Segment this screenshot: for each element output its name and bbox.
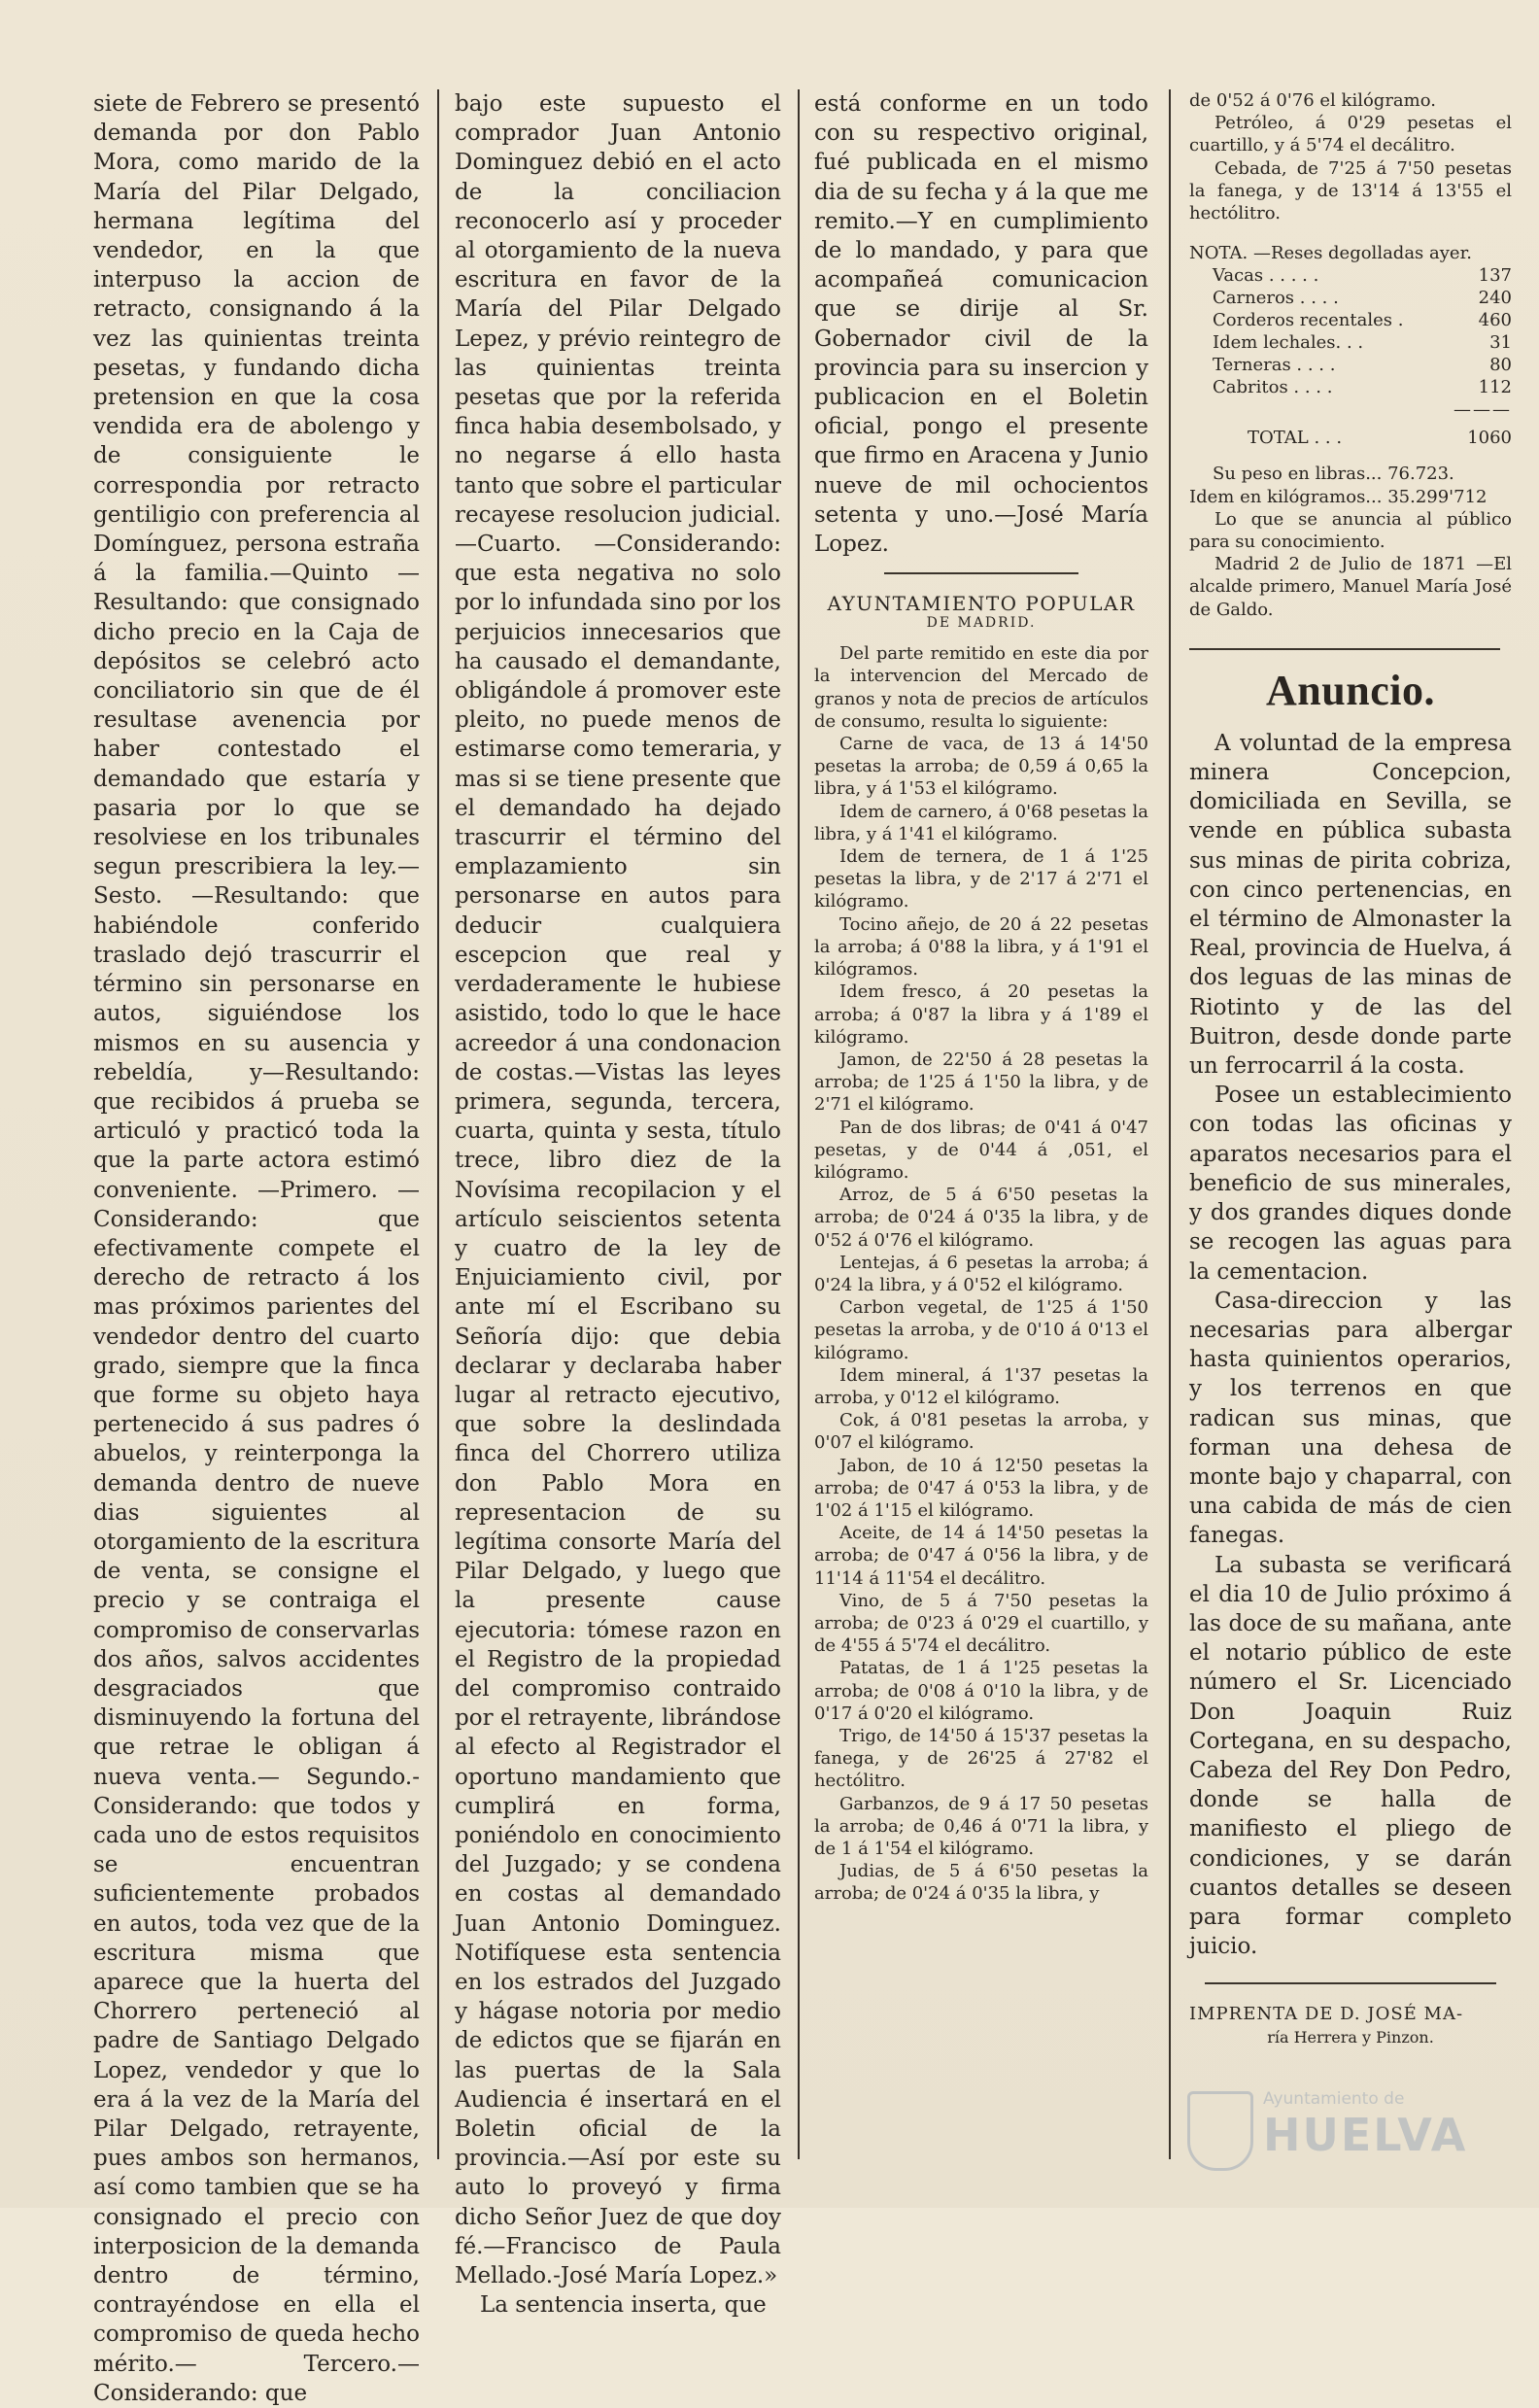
table-row: Carneros . . . . 240 (1213, 288, 1512, 309)
anuncio-body (1189, 729, 1512, 1962)
madrid-anuncia: Lo que se anuncia al público para su conocimiento. (1189, 508, 1512, 553)
price-list-continued (1189, 89, 1512, 224)
peso-libras: Su peso en libras... 76.723. (1213, 464, 1454, 485)
price-item: Garbanzos, de 9 á 17 50 pesetas la arroba; de 0,46 á 0'71 la libra, y de 1 á 1'54 el kilógramo. (814, 1793, 1148, 1860)
ayuntamiento-subtitle: DE MADRID. (926, 615, 1037, 632)
watermark (1263, 2089, 1506, 2161)
price-item: Jamon, de 22'50 á 28 pesetas la arroba; de 1'25 á 1'50 la libra, y de 2'71 el kilógramo. (814, 1049, 1148, 1116)
price-item: Jabon, de 10 á 12'50 pesetas la arroba; de 0'47 á 0'53 la libra, y de 1'02 á 1'15 el kilógramo. (814, 1455, 1148, 1521)
price-item: Vino, de 5 á 7'50 pesetas la arroba; de 0'23 á 0'29 el cuartillo, y de 4'55 á 5'74 el decálitro. (814, 1590, 1148, 1657)
ayuntamiento-title: AYUNTAMIENTO POPULAR (827, 592, 1136, 616)
price-item: Cebada, de 7'25 á 7'50 pesetas la fanega, y de 13'14 á 13'55 el hectólitro. (1189, 157, 1512, 224)
peso-kg: Idem en kilógramos... 35.299'712 (1189, 486, 1488, 507)
table-row: Corderos recentales . 460 (1213, 310, 1512, 331)
anuncio-title: Anuncio. (1266, 666, 1435, 714)
col2-last-line: La sentencia inserta, que (480, 2292, 767, 2319)
price-item: Petróleo, á 0'29 pesetas el cuartillo, y á 5'74 el decálitro. (1189, 113, 1512, 156)
watermark-seal-icon (1187, 2091, 1253, 2171)
nota-title: NOTA. —Reses degolladas ayer. (1189, 243, 1472, 264)
price-item: Patatas, de 1 á 1'25 pesetas la arroba; de 0'08 á 0'10 la libra, y de 0'17 á 0'20 el kilógramo. (814, 1658, 1148, 1724)
section-rule (884, 572, 1078, 574)
column-divider-3 (1169, 89, 1171, 2159)
price-item: Lentejas, á 6 pesetas la arroba; á 0'24 la libra, y á 0'52 el kilógramo. (814, 1252, 1148, 1295)
price-item: Pan de dos libras; de 0'41 á 0'47 pesetas, y de 0'44 á ,051, el kilógramo. (814, 1117, 1148, 1183)
table-row: ——— (1454, 399, 1512, 421)
price-item: Carne de vaca, de 13 á 14'50 pesetas la arroba; de 0,59 á 0,65 la libra, y á 1'53 el kilógramo. (814, 734, 1148, 800)
col1-text: siete de Febrero se presentó demanda por don Pablo Mora, como marido de la María del Pilar Delgado, hermana legítima del vendedor, en la que interpuso la accion de retracto, consignando á la vez las quinientas treinta pesetas, y fundando dicha pretension en que la cosa vendida era de abolengo y de consiguiente le correspondia por retracto gentiligio con preferencia al Domínguez, persona estraña á la familia.—Quinto —Resultando: que consignado dicho precio en la Caja de depósitos se celebró acto conciliatorio sin que de él resultase avenencia por haber contestado el demandado que estaría y pasaria por lo que se resolviese en los tribunales segun prescribiera la ley.—Sesto. —Resultando: que habiéndole conferido traslado dejó trascurrir el término sin personarse en autos, siguiéndose los mismos en su ausencia y rebeldía, y—Resultando: que recibidos á prueba se articuló y practicó toda la que la parte actora estimó conveniente. —Primero. —Considerando: que efectivamente compete el derecho de retracto á los mas próximos parientes del vendedor dentro del cuarto grado, siempre que la finca que forme su objeto haya pertenecido á sus padres ó abuelos, y reinterponga la demanda dentro de nueve dias siguientes al otorgamiento de la escritura de venta, se consigne el precio y se contraiga el compromiso de conservarlas dos años, salvos accidentes desgraciados que disminuyendo la fortuna del que retrae le obligan á nueva venta.— Segundo.-Considerando: que todos y cada uno de estos requisitos se encuentran suficientemente probados en autos, toda vez que de la escritura misma que aparece que la huerta del Chorrero perteneció al padre de Santiago Delgado Lopez, vendedor y que lo era á la vez de la María del Pilar Delgado, retrayente, pues ambos son hermanos, así como tambien que se ha consignado el precio con interposicion de la demanda dentro de término, contrayéndose en ella el compromiso de queda hecho mérito.— Tercero.—Considerando: que (93, 91, 420, 2406)
anuncio-paragraph: Casa-direccion y las necesarias para albergar hasta quinientos operarios, y los terrenos en que radican sus minas, que forman una dehesa de monte bajo y chaparral, con una cabida de más de cien fanegas. (1189, 1288, 1512, 1549)
nota-block (1189, 242, 1512, 621)
price-item: Tocino añejo, de 20 á 22 pesetas la arroba; á 0'88 la libra, y á 1'91 el kilógramos. (814, 913, 1148, 980)
madrid-firma: Madrid 2 de Julio de 1871 —El alcalde primero, Manuel María José de Galdo. (1189, 554, 1512, 620)
price-item: de 0'52 á 0'76 el kilógramo. (1189, 90, 1436, 111)
imprenta-line-2: ría Herrera y Pinzon. (1267, 2028, 1434, 2047)
section-rule (1205, 1982, 1496, 1984)
price-item: Aceite, de 14 á 14'50 pesetas la arroba; de 0'47 á 0'56 la libra, y de 11'14 á 11'54 el decálitro. (814, 1523, 1148, 1589)
column-3 (814, 89, 1148, 1906)
anuncio-paragraph: Posee un establecimiento con todas las oficinas y aparatos necesarios para el beneficio de sus minerales, y dos grandes diques donde se recogen las aguas para la cementacion. (1189, 1083, 1512, 1285)
nota-table (1189, 264, 1512, 449)
table-row: Cabritos . . . . 112 (1213, 377, 1512, 398)
column-1 (93, 89, 420, 2408)
imprenta-line-1: IMPRENTA DE D. JOSÉ MA- (1189, 2004, 1464, 2025)
table-row: Terneras . . . . 80 (1213, 355, 1512, 376)
col2-text: bajo este supuesto el comprador Juan Antonio Dominguez debió en el acto de la conciliacion reconocerlo así y proceder al otorgamiento de la nueva escritura en favor de la María del Pilar Delgado Lepez, y prévio reintegro de las quinientas treinta pesetas que por la referida finca habia desembolsado, y no negarse á ello hasta tanto que sobre el particular recayese resolucion judicial.—Cuarto. —Considerando: que esta negativa no solo por lo infundada sino por los perjuicios innecesarios que ha causado el demandante, obligándole á promover este pleito, no puede menos de estimarse como temeraria, y mas si se tiene presente que el demandado ha dejado trascurrir el término del emplazamiento sin personarse en autos para deducir cualquiera escepcion que real y verdaderamente le hubiese asistido, todo lo que le hace acreedor á una condonacion de costas.—Vistas las leyes primera, segunda, tercera, cuarta, quinta y sesta, título trece, libro diez de la Novísima recopilacion y el artículo seiscientos setenta y cuatro de la ley de Enjuiciamiento civil, por ante mí el Escribano su Señoría dijo: que debia declarar y declaraba haber lugar al retracto ejecutivo, que sobre la deslindada finca del Chorrero utiliza don Pablo Mora en representacion de su legítima consorte María del Pilar Delgado, y luego que la presente cause ejecutoria: tómese razon en el Registro de la propiedad del compromiso contraido por el retrayente, librándose al efecto al Registrador el oportuno mandamiento que cumplirá en forma, poniéndolo en conocimiento del Juzgado; y se condena en costas al demandado Juan Antonio Dominguez. Notifíquese esta sentencia en los estrados del Juzgado y hágase notoria por medio de edictos que se fijarán en las puertas de la Sala Audiencia é insertará en el Boletin oficial de la provincia.—Así por este su auto lo proveyó y firma dicho Señor Juez de que doy fé.—Francisco de Paula Mellado.-José María Lopez.» (455, 91, 781, 2289)
price-item: Idem fresco, á 20 pesetas la arroba; á 0'87 la libra y á 1'89 el kilógramo. (814, 981, 1148, 1048)
column-2 (455, 89, 781, 2320)
price-item: Del parte remitido en este dia por la intervencion del Mercado de granos y nota de precios de artículos de consumo, resulta lo siguiente: (814, 643, 1148, 732)
price-item: Judias, de 5 á 6'50 pesetas la arroba; de 0'24 á 0'35 la libra, y (814, 1861, 1148, 1905)
watermark-line-2: HUELVA (1263, 2109, 1468, 2161)
anuncio-paragraph: A voluntad de la empresa minera Concepcion, domiciliada en Sevilla, se vende en pública subasta sus minas de pirita cobriza, con cinco pertenencias, en el término de Almonaster la Real, provincia de Huelva, á dos leguas de las minas de Riotinto y de las del Buitron, desde donde parte un ferrocarril á la costa. (1189, 730, 1512, 1080)
section-rule (1189, 648, 1500, 650)
price-item: Idem mineral, á 1'37 pesetas la arroba, y 0'12 el kilógramo. (814, 1364, 1148, 1408)
table-row: Vacas . . . . . 137 (1213, 265, 1512, 287)
watermark-line-1: Ayuntamiento de (1263, 2089, 1405, 2109)
col3-top-text: está conforme en un todo con su respectivo original, fué publicada en el mismo dia de su fecha y á la que me remito.—Y en cumplimiento de lo mandado, y para que acompañeá comunicacion que se dirije al Sr. Gobernador civil de la provincia para su insercion y publicacion en el Boletin oficial, pongo el presente que firmo en Aracena y Junio nueve de mil ochocientos setenta y uno.—José María Lopez. (814, 91, 1148, 558)
price-item: Idem de ternera, de 1 á 1'25 pesetas la libra, y de 2'17 á 2'71 el kilógramo. (814, 846, 1148, 912)
price-item: Cok, á 0'81 pesetas la arroba, y 0'07 el kilógramo. (814, 1410, 1148, 1454)
column-divider-2 (798, 89, 800, 2159)
column-divider-1 (437, 89, 439, 2159)
price-item: Idem de carnero, á 0'68 pesetas la libra, y á 1'41 el kilógramo. (814, 801, 1148, 844)
price-list (814, 642, 1148, 1905)
table-row: Idem lechales. . . 31 (1213, 332, 1512, 354)
column-4 (1189, 89, 1512, 2047)
price-item: Arroz, de 5 á 6'50 pesetas la arroba; de 0'24 á 0'35 la libra, y de 0'52 á 0'76 el kilógramo. (814, 1185, 1148, 1251)
price-item: Carbon vegetal, de 1'25 á 1'50 pesetas la arroba, y de 0'10 á 0'13 el kilógramo. (814, 1297, 1148, 1363)
anuncio-paragraph: La subasta se verificará el dia 10 de Julio próximo á las doce de su mañana, ante el notario público de este número el Sr. Licenciado Don Joaquin Ruiz Cortegana, en su despacho, Cabeza del Rey Don Pedro, donde se halla de manifiesto el pliego de condiciones, y se darán cuantos detalles se deseen para formar completo juicio. (1189, 1552, 1512, 1960)
table-row-total: TOTAL . . . 1060 (1248, 428, 1512, 449)
price-item: Trigo, de 14'50 á 15'37 pesetas la fanega, y de 26'25 á 27'82 el hectólitro. (814, 1726, 1148, 1792)
